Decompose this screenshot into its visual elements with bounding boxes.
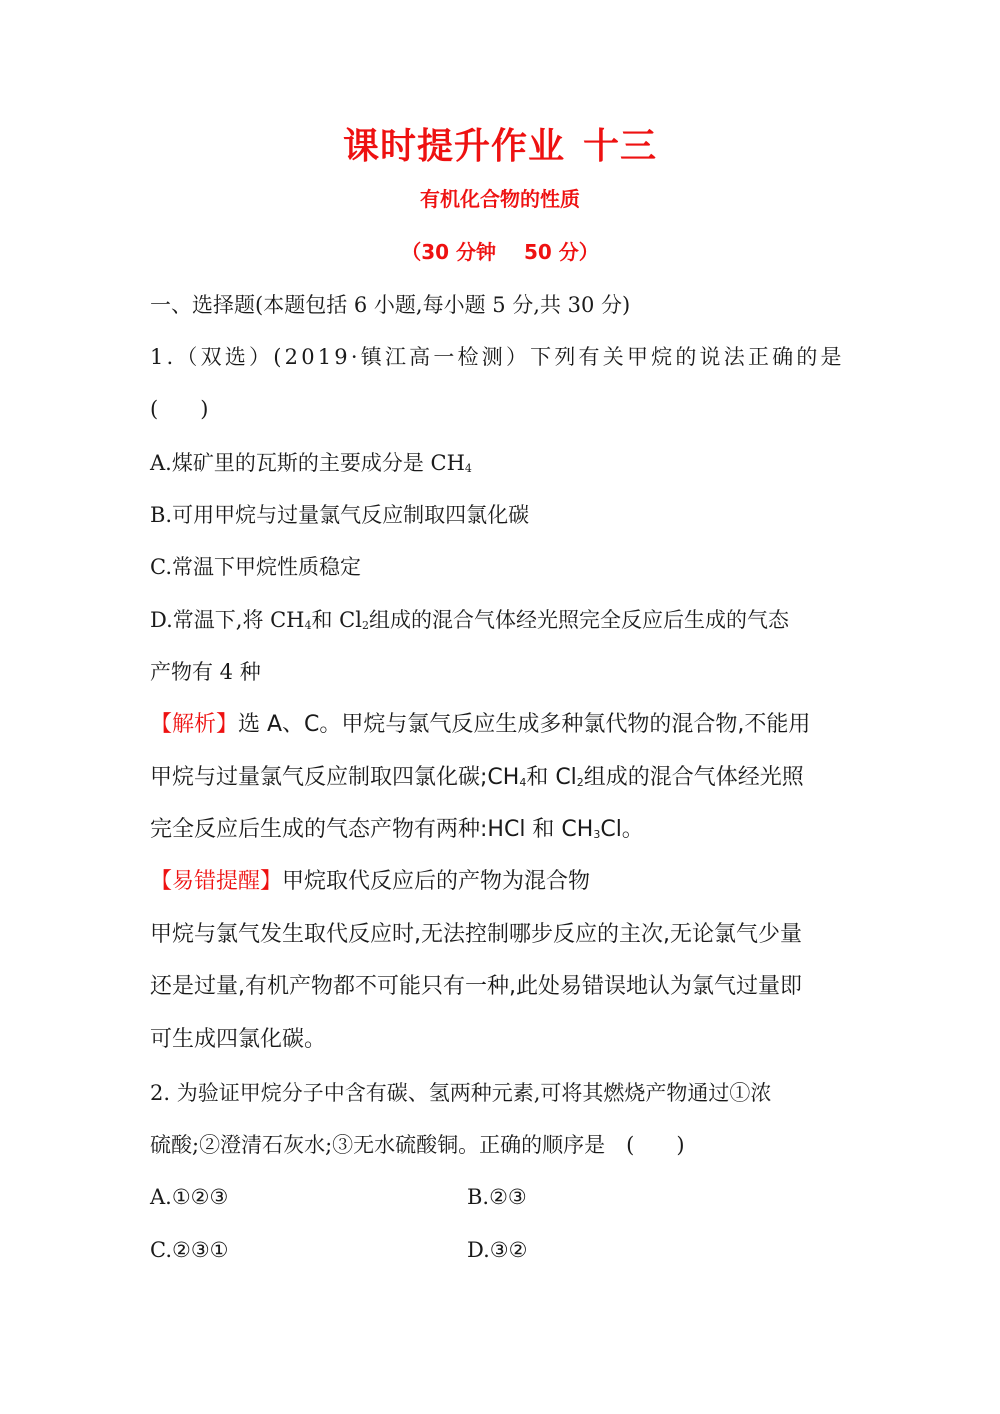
page-subtitle: 有机化合物的性质: [420, 187, 580, 211]
q1-analysis-line1: [150, 710, 855, 740]
section-heading: 一、选择题(本题包括 6 小题,每小题 5 分,共 30 分): [150, 293, 631, 317]
option-label: A.: [150, 451, 172, 475]
option-text: 常温下,将 CH: [172, 608, 305, 632]
total-score: 50 分）: [524, 240, 599, 264]
q2-option-a: [150, 1185, 228, 1209]
q1-tip-heading: [150, 867, 855, 897]
q1-answer-blank: ( ): [150, 397, 209, 421]
analysis-text: 选 A、C。甲烷与氯气反应生成多种氯代物的混合物,不能用: [238, 712, 811, 737]
analysis-text: 甲烷与过量氯气反应制取四氯化碳;CH: [150, 765, 520, 790]
time-limit: （30 分钟: [401, 240, 496, 264]
analysis-text: 完全反应后生成的气态产物有两种:HCl 和 CH: [150, 817, 594, 842]
title-text: 课时提升作业: [342, 126, 565, 167]
q2-stem-line2: 硫酸;②澄清石灰水;③无水硫酸铜。正确的顺序是 ( ): [150, 1133, 685, 1157]
option-text: 组成的混合气体经光照完全反应后生成的气态: [368, 608, 789, 632]
q1-option-d-line2: 产物有 4 种: [150, 660, 261, 684]
option-label: D.: [150, 608, 173, 632]
option-text: ③②: [489, 1238, 528, 1262]
q2-option-d: [467, 1235, 857, 1265]
option-label: C.: [150, 1238, 172, 1262]
q1-tip-line3: 可生成四氯化碳。: [150, 1027, 327, 1052]
q1-analysis-line3: [150, 815, 855, 845]
subscript: 4: [304, 619, 312, 632]
option-label: C.: [150, 555, 172, 579]
tip-heading-text: 甲烷取代反应后的产物为混合物: [282, 869, 591, 894]
option-text: ②③: [489, 1185, 527, 1209]
option-text: ②③①: [172, 1238, 229, 1262]
page-title: [0, 122, 1000, 172]
title-number: 十三: [583, 126, 658, 167]
tip-tag: 【易错提醒】: [150, 869, 283, 894]
q1-tip-line1: 甲烷与氯气发生取代反应时,无法控制哪步反应的主次,无论氯气少量: [150, 922, 802, 947]
option-text: 常温下甲烷性质稳定: [172, 555, 361, 579]
q1-option-b: [150, 500, 855, 530]
q1-option-d-line1: [150, 605, 855, 635]
option-label: B.: [467, 1185, 490, 1209]
analysis-text: Cl。: [600, 817, 644, 842]
option-label: A.: [150, 1185, 172, 1209]
analysis-tag: 【解析】: [150, 712, 239, 737]
q1-tip-line2: 还是过量,有机产物都不可能只有一种,此处易错误地认为氯气过量即: [150, 974, 802, 999]
q1-option-a: [150, 448, 855, 478]
q2-stem-line1: 2. 为验证甲烷分子中含有碳、氢两种元素,可将其燃烧产物通过①浓: [150, 1081, 772, 1105]
subscript: 3: [593, 828, 601, 841]
subscript: 4: [464, 462, 472, 475]
subscript: 2: [576, 776, 584, 789]
option-text: 可用甲烷与过量氯气反应制取四氯化碳: [172, 503, 530, 527]
q2-option-b: [467, 1182, 857, 1212]
subscript: 2: [361, 619, 369, 632]
option-label: D.: [467, 1238, 490, 1262]
option-label: B.: [150, 503, 173, 527]
option-text: ①②③: [171, 1185, 229, 1209]
analysis-text: 和 Cl: [526, 765, 577, 790]
q1-analysis-line2: [150, 763, 855, 793]
analysis-text: 组成的混合气体经光照: [583, 765, 804, 790]
time-score-info: [0, 237, 1000, 267]
q1-stem-line1: 1.（双选）(2019·镇江高一检测）下列有关甲烷的说法正确的是: [150, 345, 845, 369]
option-text: 和 Cl: [311, 608, 362, 632]
q1-option-c: [150, 552, 855, 582]
option-text: 煤矿里的瓦斯的主要成分是 CH: [171, 451, 465, 475]
subscript: 4: [519, 776, 527, 789]
